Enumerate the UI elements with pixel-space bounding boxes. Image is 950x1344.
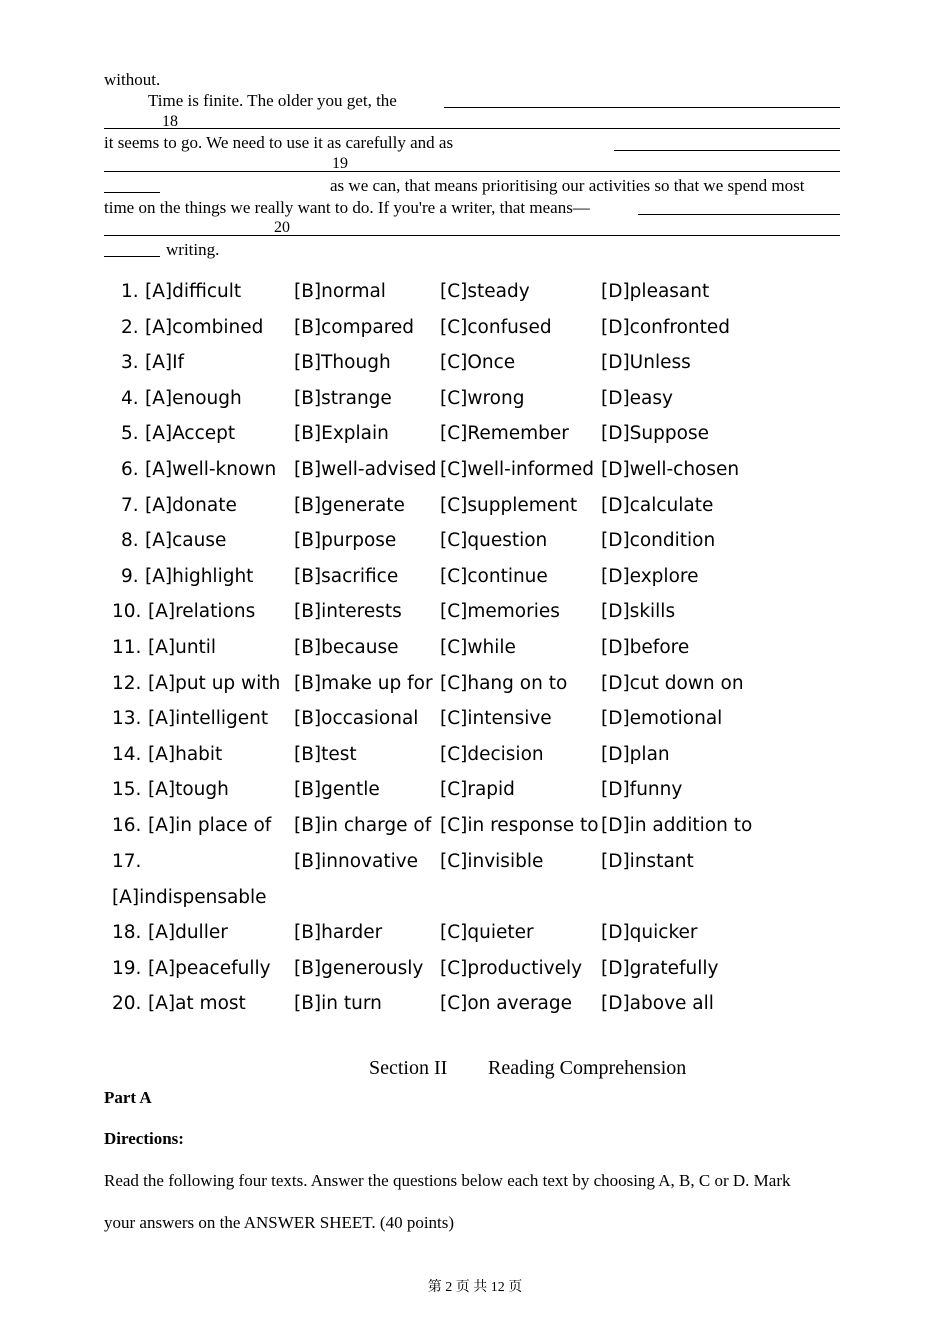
- option-c: [C]while: [440, 636, 516, 658]
- passage-line-seems: it seems to go. We need to use it as carefully and as: [104, 133, 454, 152]
- question-options: [112, 276, 812, 1024]
- question-row: [112, 774, 812, 810]
- option-d: [D]skills: [601, 601, 676, 623]
- question-row: [112, 632, 812, 668]
- option-b: [B]generously: [294, 957, 424, 979]
- question-row: [112, 490, 812, 526]
- option-b: [B]gentle: [294, 779, 380, 801]
- option-b: [B]Though: [294, 352, 391, 374]
- question-number: 6.: [121, 458, 139, 480]
- option-a: [A]put up with: [148, 672, 281, 694]
- question-row: [112, 383, 812, 419]
- option-b: [B]Explain: [294, 423, 389, 445]
- blank-19-line: [614, 150, 840, 151]
- option-a: [A]If: [145, 352, 185, 374]
- option-b: [B]generate: [294, 494, 405, 516]
- option-c: [C]rapid: [440, 779, 515, 801]
- option-c: [C]Once: [440, 352, 516, 374]
- section-title: Reading Comprehension: [488, 1057, 687, 1079]
- option-d: [D]funny: [601, 779, 683, 801]
- option-c: [C]confused: [440, 316, 552, 338]
- blank-20-underline: [104, 235, 840, 236]
- option-d: [D]confronted: [601, 316, 731, 338]
- option-d: [D]quicker: [601, 922, 698, 944]
- option-c: [C]supplement: [440, 494, 578, 516]
- question-row: [112, 276, 812, 312]
- option-d: [D]gratefully: [601, 957, 719, 979]
- question-row: [112, 561, 812, 597]
- question-number: 8.: [121, 530, 139, 552]
- question-row: [112, 312, 812, 348]
- question-row: [112, 846, 812, 918]
- question-row: [112, 810, 812, 846]
- blank-20-tail-line: [104, 256, 160, 257]
- question-number: 14.: [112, 743, 142, 765]
- option-c: [C]Remember: [440, 423, 569, 445]
- option-c: [C]wrong: [440, 387, 525, 409]
- option-c: [C]invisible: [440, 850, 544, 872]
- option-a: [A]enough: [145, 387, 242, 409]
- option-c: [C]productively: [440, 957, 583, 979]
- option-c: [C]on average: [440, 993, 573, 1015]
- question-number: 18.: [112, 922, 142, 944]
- option-a: [A]peacefully: [148, 957, 271, 979]
- option-a: [A]tough: [148, 779, 229, 801]
- option-d: [D]emotional: [601, 708, 723, 730]
- question-number: 11.: [112, 636, 142, 658]
- part-label: Part A: [104, 1088, 152, 1107]
- option-a: [A]Accept: [145, 423, 236, 445]
- blank-18-number: 18: [162, 113, 178, 130]
- question-row: [112, 454, 812, 490]
- passage-line-time-on: time on the things we really want to do. If you're a writer, that means—: [104, 198, 590, 217]
- question-number: 9.: [121, 565, 139, 587]
- directions-line-2: your answers on the ANSWER SHEET. (40 points): [104, 1213, 455, 1232]
- option-d: [D]pleasant: [601, 281, 710, 302]
- option-b: [B]interests: [294, 601, 402, 623]
- question-row: [112, 525, 812, 561]
- passage-line-without: without.: [104, 70, 161, 89]
- blank-18-line: [444, 107, 840, 108]
- option-d: [D]Suppose: [601, 423, 709, 445]
- option-c: [C]hang on to: [440, 672, 568, 694]
- question-row: [112, 953, 812, 989]
- option-a: [A]indispensable: [112, 886, 267, 908]
- blank-19-number: 19: [332, 155, 348, 172]
- option-d: [D]in addition to: [601, 814, 753, 836]
- question-number: 17.: [112, 850, 142, 872]
- question-number: 15.: [112, 779, 142, 801]
- blank-18-underline: [104, 128, 840, 129]
- option-d: [D]cut down on: [601, 672, 744, 694]
- option-b: [B]because: [294, 636, 399, 658]
- option-d: [D]explore: [601, 565, 699, 587]
- option-a: [A]at most: [148, 993, 246, 1015]
- option-a: [A]cause: [145, 530, 227, 552]
- question-number: 16.: [112, 814, 142, 836]
- option-d: [D]before: [601, 636, 690, 658]
- question-row: [112, 347, 812, 383]
- option-b: [B]normal: [294, 281, 386, 302]
- question-number: 2.: [121, 316, 139, 338]
- option-c: [C]well-informed: [440, 458, 594, 480]
- option-c: [C]in response to: [440, 814, 599, 836]
- option-d: [D]Unless: [601, 352, 691, 374]
- question-row: [112, 739, 812, 775]
- option-c: [C]steady: [440, 281, 530, 302]
- option-c: [C]intensive: [440, 708, 552, 730]
- blank-20-line: [638, 214, 840, 215]
- option-a: [A]well-known: [145, 458, 277, 480]
- option-b: [B]in charge of: [294, 814, 432, 836]
- option-a: [A]relations: [148, 601, 256, 623]
- option-d: [D]plan: [601, 743, 670, 765]
- question-number: 20.: [112, 993, 142, 1015]
- passage-line-time: Time is finite. The older you get, the: [148, 91, 397, 110]
- option-c: [C]quieter: [440, 922, 534, 944]
- blank-20-number: 20: [274, 219, 290, 236]
- option-c: [C]memories: [440, 601, 560, 623]
- option-b: [B]in turn: [294, 993, 382, 1015]
- question-row: [112, 596, 812, 632]
- passage-line-as-we-can: as we can, that means prioritising our activities so that we spend most: [330, 176, 805, 195]
- page-footer: 第 2 页 共 12 页: [427, 1280, 523, 1295]
- option-c: [C]decision: [440, 743, 544, 765]
- option-d: [D]instant: [601, 850, 694, 872]
- option-c: [C]continue: [440, 565, 548, 587]
- blank-19-tail-line: [104, 192, 160, 193]
- option-b: [B]occasional: [294, 708, 419, 730]
- question-row: [112, 668, 812, 704]
- option-a: [A]until: [148, 636, 217, 658]
- question-number: 13.: [112, 708, 142, 730]
- question-number: 3.: [121, 352, 139, 374]
- option-a: [A]donate: [145, 494, 237, 516]
- option-a: [A]duller: [148, 922, 228, 944]
- blank-19-underline: [104, 171, 840, 172]
- question-number: 19.: [112, 957, 142, 979]
- question-row: [112, 703, 812, 739]
- question-number: 12.: [112, 672, 142, 694]
- question-number: 1.: [121, 281, 139, 302]
- question-row: [112, 418, 812, 454]
- option-a: [A]in place of: [148, 814, 272, 836]
- option-b: [B]innovative: [294, 850, 419, 872]
- option-b: [B]well-advised: [294, 458, 437, 480]
- option-d: [D]easy: [601, 387, 673, 409]
- question-number: 7.: [121, 494, 139, 516]
- option-d: [D]above all: [601, 993, 714, 1015]
- option-c: [C]question: [440, 530, 548, 552]
- question-number: 10.: [112, 601, 142, 623]
- question-number: 5.: [121, 423, 139, 445]
- option-d: [D]calculate: [601, 494, 714, 516]
- option-a: [A]intelligent: [148, 708, 269, 730]
- option-b: [B]sacrifice: [294, 565, 399, 587]
- option-a: [A]combined: [145, 316, 264, 338]
- option-b: [B]make up for: [294, 672, 433, 694]
- option-b: [B]test: [294, 743, 357, 765]
- option-b: [B]strange: [294, 387, 392, 409]
- option-b: [B]compared: [294, 316, 415, 338]
- directions-line-1: Read the following four texts. Answer the questions below each text by choosing A, B, C or D. Mark: [104, 1171, 791, 1190]
- option-d: [D]well-chosen: [601, 458, 740, 480]
- option-d: [D]condition: [601, 530, 716, 552]
- option-a: [A]difficult: [145, 281, 242, 302]
- option-b: [B]harder: [294, 922, 383, 944]
- option-a: [A]highlight: [145, 565, 254, 587]
- question-row: [112, 917, 812, 953]
- question-number: 4.: [121, 387, 139, 409]
- directions-label: Directions:: [104, 1129, 184, 1148]
- passage-line-writing: writing.: [166, 240, 220, 259]
- option-a: [A]habit: [148, 743, 223, 765]
- section-label: Section II: [369, 1057, 448, 1079]
- question-row: [112, 988, 812, 1024]
- option-b: [B]purpose: [294, 530, 397, 552]
